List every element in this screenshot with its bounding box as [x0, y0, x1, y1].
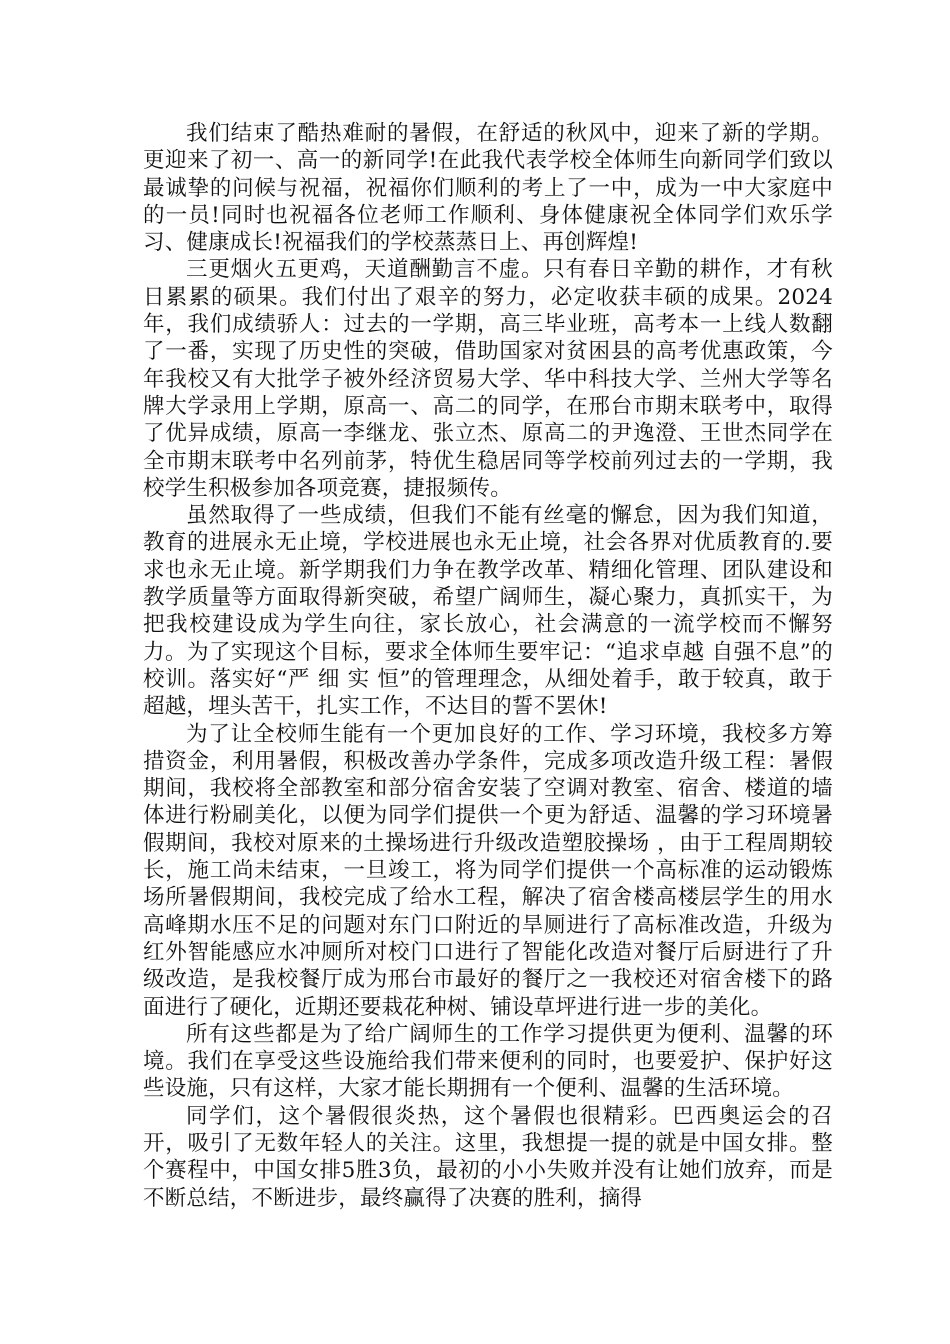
- paragraph-2: 三更烟火五更鸡，天道酬勤言不虚。只有春日辛勤的耕作，才有秋日累累的硕果。我们付出了艰辛的努力，必定收获丰硕的成果。2024年，我们成绩骄人：过去的一学期，高三毕业班，高考本一上线人数翻了一番，实现了历史性的突破，借助国家对贫困县的高考优惠政策，今年我校又有大批学子被外经济贸易大学、华中科技大学、兰州大学等名牌大学录用上学期，原高一、高二的同学，在邢台市期末联考中，取得了优异成绩，原高一李继龙、张立杰、原高二的尹逸澄、王世杰同学在全市期末联考中名列前茅，特优生稳居同等学校前列过去的一学期，我校学生积极参加各项竞赛，捷报频传。: [143, 257, 833, 501]
- paragraph-3: 虽然取得了一些成绩，但我们不能有丝毫的懈怠，因为我们知道，教育的进展永无止境，学校进展也永无止境，社会各界对优质教育的.要求也永无止境。新学期我们力争在教学改革、精细化管理、团队建设和教学质量等方面取得新突破，希望广阔师生，凝心聚力，真抓实干，为把我校建设成为学生向往，家长放心，社会满意的一流学校而不懈努力。为了实现这个目标，要求全体师生要牢记：“追求卓越 自强不息”的校训。落实好“严 细 实 恒”的管理理念，从细处着手，敢于较真，敢于超越，埋头苦干，扎实工作，不达目的誓不罢休!: [143, 503, 833, 720]
- paragraph-1: 我们结束了酷热难耐的暑假，在舒适的秋风中，迎来了新的学期。更迎来了初一、高一的新同学!在此我代表学校全体师生向新同学们致以最诚挚的问候与祝福，祝福你们顺利的考上了一中，成为一中大家庭中的一员!同时也祝福各位老师工作顺利、身体健康祝全体同学们欢乐学习、健康成长!祝福我们的学校蒸蒸日上、再创辉煌!: [143, 121, 833, 256]
- document-body: [143, 120, 833, 1212]
- paragraph-6: 同学们，这个暑假很炎热，这个暑假也很精彩。巴西奥运会的召开，吸引了无数年轻人的关注。这里，我想提一提的就是中国女排。整个赛程中，中国女排5胜3负，最初的小小失败并没有让她们放弃，而是不断总结，不断进步，最终赢得了决赛的胜利，摘得: [143, 1103, 833, 1211]
- paragraph-4: 为了让全校师生能有一个更加良好的工作、学习环境，我校多方筹措资金，利用暑假，积极改善办学条件，完成多项改造升级工程：暑假期间，我校将全部教室和部分宿舍安装了空调对教室、宿舍、楼道的墙体进行粉刷美化，以便为同学们提供一个更为舒适、温馨的学习环境暑假期间，我校对原来的土操场进行升级改造塑胶操场 ，由于工程周期较长，施工尚未结束，一旦竣工，将为同学们提供一个高标准的运动锻炼场所暑假期间，我校完成了给水工程，解决了宿舍楼高楼层学生的用水高峰期水压不足的问题对东门口附近的旱厕进行了高标准改造，升级为红外智能感应水冲厕所对校门口进行了智能化改造对餐厅后厨进行了升级改造，是我校餐厅成为邢台市最好的餐厅之一我校还对宿舍楼下的路面进行了硬化，近期还要栽花种树、铺设草坪进行进一步的美化。: [143, 721, 833, 1020]
- paragraph-5: 所有这些都是为了给广阔师生的工作学习提供更为便利、温馨的环境。我们在享受这些设施给我们带来便利的同时，也要爱护、保护好这些设施，只有这样，大家才能长期拥有一个便利、温馨的生活环境。: [143, 1021, 833, 1102]
